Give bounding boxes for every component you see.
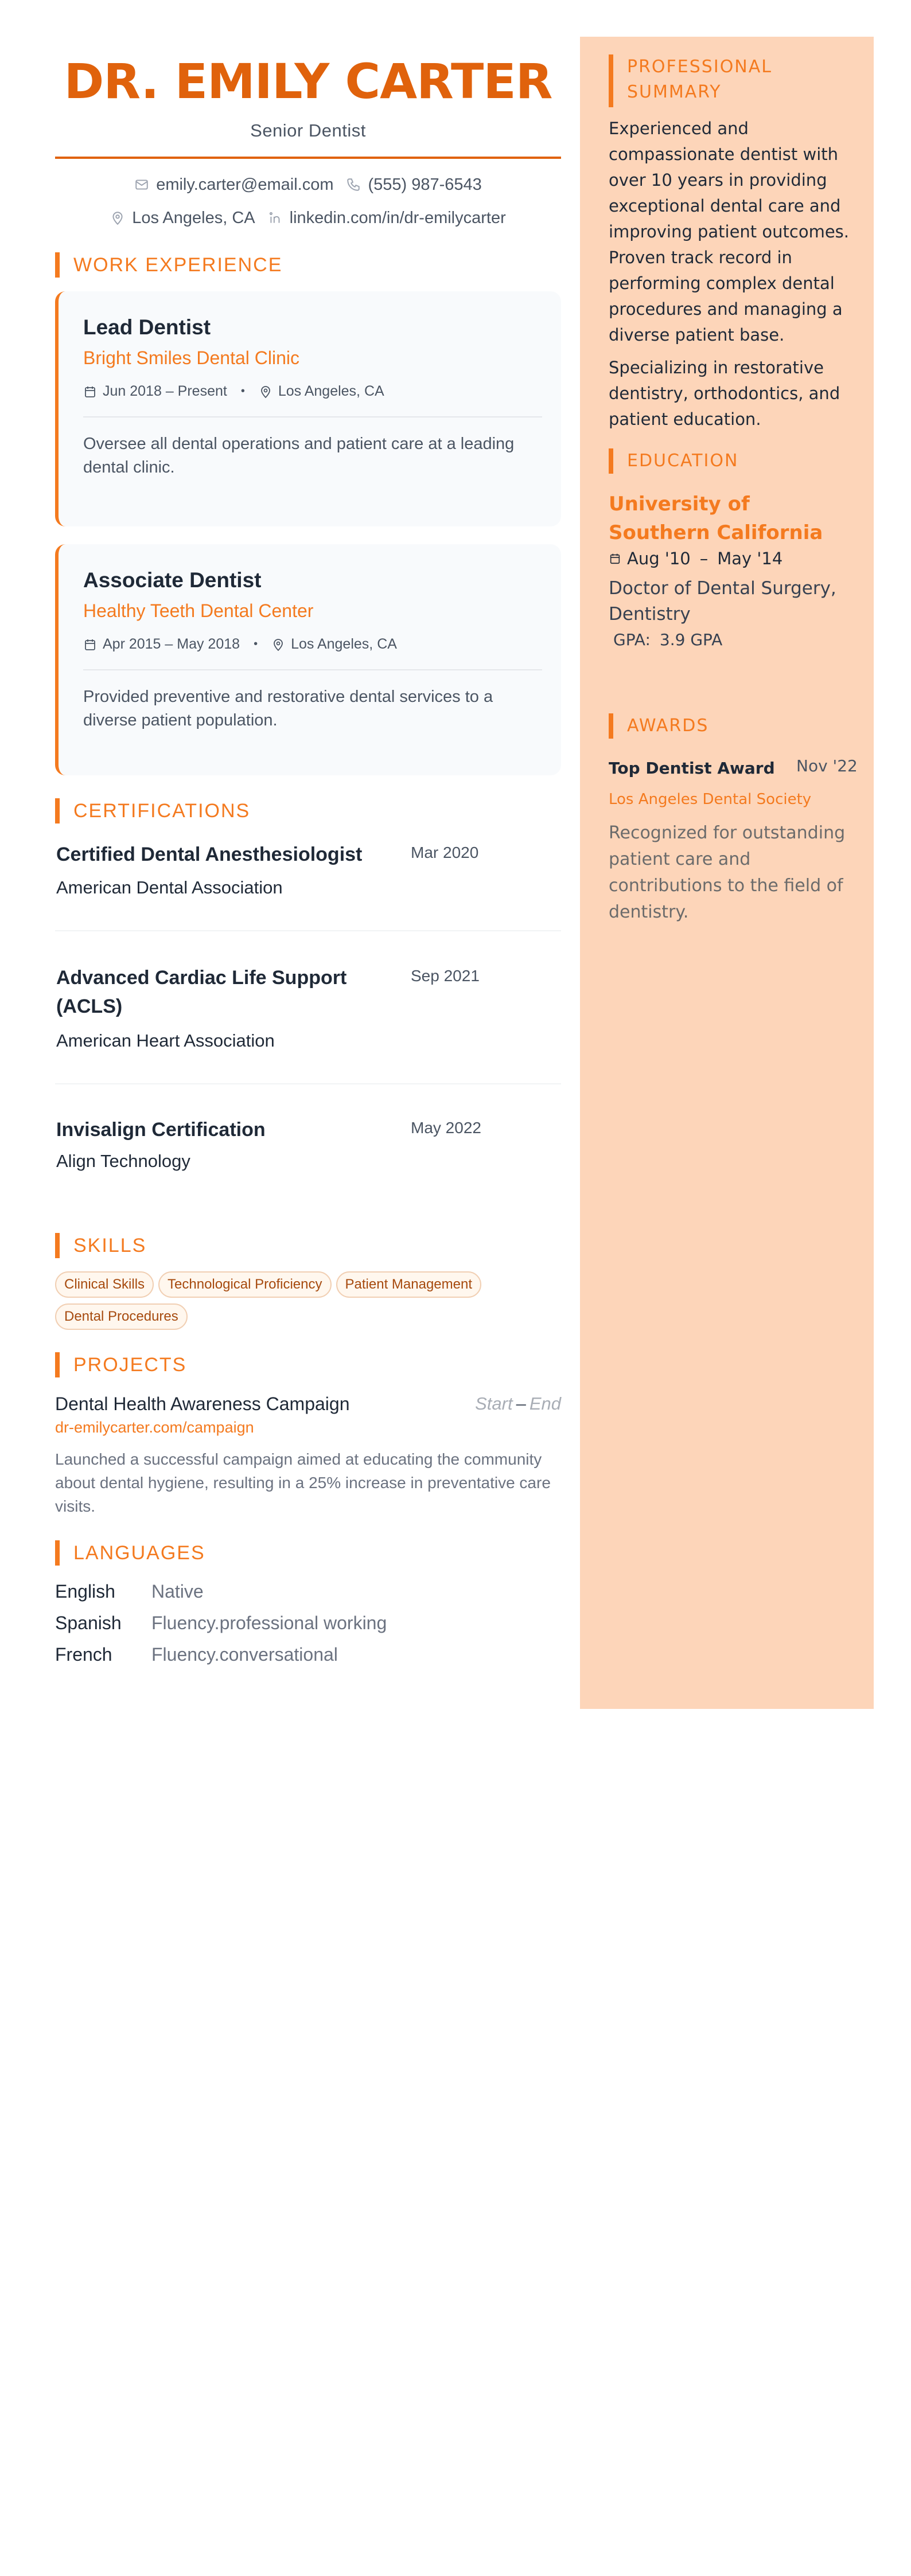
map-pin-icon	[271, 638, 285, 651]
calendar-icon	[83, 385, 97, 399]
section-title: WORK EXPERIENCE	[73, 254, 283, 276]
language-level: Native	[151, 1581, 204, 1602]
date-dash: –	[699, 549, 708, 568]
project-start: Start	[475, 1394, 513, 1414]
section-accent-bar	[609, 713, 613, 739]
card-divider	[83, 669, 542, 670]
award-title: Top Dentist Award	[609, 759, 775, 778]
section-heading-languages	[55, 1540, 205, 1566]
award-date: Nov '22	[796, 756, 858, 775]
candidate-name: DR. EMILY CARTER	[64, 53, 552, 110]
cert-issuer: Align Technology	[56, 1151, 190, 1171]
project-dates	[475, 1392, 561, 1415]
cert-issuer: American Dental Association	[56, 877, 283, 897]
language-item	[55, 1643, 338, 1666]
section-accent-bar	[609, 54, 613, 107]
section-heading-certifications	[55, 798, 250, 823]
language-level: Fluency.conversational	[151, 1644, 338, 1665]
header-divider	[55, 157, 561, 159]
award-description: Recognized for outstanding patient care and contributions to the field of dentistry.	[609, 823, 846, 922]
section-accent-bar	[55, 798, 60, 823]
education-degree: Doctor of Dental Surgery, Dentistry	[609, 578, 836, 625]
sidebar	[580, 37, 874, 1709]
section-heading-work-experience	[55, 252, 282, 278]
summary-paragraph-2: Specializing in restorative dentistry, orthodontics, and patient education.	[609, 358, 840, 429]
language-level: Fluency.professional working	[151, 1613, 387, 1633]
phone-text[interactable]: (555) 987-6543	[368, 175, 482, 194]
education-gpa	[613, 629, 722, 651]
section-title: CERTIFICATIONS	[73, 800, 251, 822]
contact-row-2	[55, 208, 561, 228]
contact-row-1	[55, 174, 561, 195]
gpa-label: GPA:	[613, 630, 651, 649]
work-dates: Jun 2018 – Present	[103, 383, 227, 399]
work-description: Provided preventive and restorative dental services to a diverse patient population.	[83, 688, 493, 729]
separator-dot: •	[254, 638, 258, 650]
education-dates	[609, 547, 782, 570]
work-meta	[83, 383, 384, 400]
work-meta	[83, 636, 397, 653]
contact-location	[110, 208, 255, 228]
section-heading-summary	[609, 54, 816, 107]
cert-date: May 2022	[411, 1119, 481, 1137]
skill-chip: Patient Management	[336, 1271, 481, 1298]
section-accent-bar	[55, 1540, 60, 1566]
language-name: French	[55, 1644, 112, 1665]
section-accent-bar	[55, 1233, 60, 1258]
separator-dot: •	[240, 385, 245, 397]
work-location: Los Angeles, CA	[278, 383, 384, 399]
card-divider	[83, 416, 542, 417]
work-item	[55, 291, 561, 526]
language-name: Spanish	[55, 1613, 122, 1633]
map-pin-icon	[110, 210, 125, 225]
section-title: PROJECTS	[73, 1354, 187, 1376]
cert-date: Sep 2021	[411, 967, 480, 985]
cert-divider	[55, 1083, 561, 1084]
skill-chip: Technological Proficiency	[158, 1271, 331, 1298]
section-heading-skills	[55, 1233, 146, 1258]
project-description: Launched a successful campaign aimed at educating the community about dental hygiene, resulting in a 25% increase in preventative care visits.	[55, 1450, 551, 1515]
cert-date: Mar 2020	[411, 844, 479, 861]
cert-divider	[55, 930, 561, 931]
language-item	[55, 1611, 387, 1634]
section-heading-projects	[55, 1352, 186, 1377]
date-dash: –	[516, 1394, 526, 1414]
skill-chip: Dental Procedures	[55, 1303, 188, 1330]
contact-linkedin[interactable]	[268, 208, 506, 228]
section-accent-bar	[55, 1352, 60, 1377]
calendar-icon	[83, 638, 97, 651]
job-title: Senior Dentist	[250, 120, 366, 140]
email-text[interactable]: emily.carter@email.com	[156, 175, 334, 194]
calendar-icon	[609, 552, 621, 565]
section-title: EDUCATION	[627, 451, 739, 471]
cert-name: Certified Dental Anesthesiologist	[56, 844, 363, 865]
section-title: PROFESSIONAL SUMMARY	[627, 57, 772, 102]
linkedin-icon	[268, 210, 283, 225]
work-description: Oversee all dental operations and patient care at a leading dental clinic.	[83, 435, 515, 477]
section-accent-bar	[55, 252, 60, 278]
work-role: Lead Dentist	[83, 315, 211, 339]
work-role: Associate Dentist	[83, 568, 262, 592]
location-text: Los Angeles, CA	[132, 209, 255, 227]
gpa-value: 3.9 GPA	[659, 630, 723, 649]
education-start: Aug '10	[627, 549, 691, 568]
education-school: University of Southern California	[609, 493, 823, 544]
project-link[interactable]: dr-emilycarter.com/campaign	[55, 1419, 254, 1436]
language-item	[55, 1580, 204, 1603]
contact-email[interactable]	[134, 174, 333, 195]
linkedin-text[interactable]: linkedin.com/in/dr-emilycarter	[289, 209, 506, 227]
project-title: Dental Health Awareness Campaign	[55, 1394, 350, 1414]
work-company: Bright Smiles Dental Clinic	[83, 348, 300, 368]
work-location: Los Angeles, CA	[291, 636, 397, 652]
map-pin-icon	[259, 385, 272, 399]
cert-name: Invisalign Certification	[56, 1119, 266, 1141]
work-item	[55, 544, 561, 775]
cert-name: Advanced Cardiac Life Support (ACLS)	[56, 967, 347, 1017]
language-name: English	[55, 1581, 115, 1602]
project-end: End	[529, 1394, 561, 1414]
skills-list	[55, 1271, 561, 1330]
award-issuer: Los Angeles Dental Society	[609, 791, 812, 808]
education-end: May '14	[717, 549, 783, 568]
section-title: SKILLS	[73, 1235, 147, 1256]
summary-paragraph-1: Experienced and compassionate dentist with over 10 years in providing exceptional dental care and improving patient outcomes. Proven track record in performing complex dental procedures and managing a diverse patient base.	[609, 119, 849, 345]
contact-phone[interactable]	[346, 174, 481, 195]
section-accent-bar	[609, 448, 613, 474]
cert-issuer: American Heart Association	[56, 1031, 275, 1051]
section-heading-education	[609, 448, 738, 474]
phone-icon	[346, 177, 361, 192]
section-heading-awards	[609, 713, 708, 739]
section-title: AWARDS	[627, 716, 709, 736]
work-dates: Apr 2015 – May 2018	[103, 636, 240, 652]
work-company: Healthy Teeth Dental Center	[83, 600, 314, 621]
skill-chip: Clinical Skills	[55, 1271, 154, 1298]
section-title: LANGUAGES	[73, 1542, 205, 1564]
mail-icon	[134, 177, 149, 192]
